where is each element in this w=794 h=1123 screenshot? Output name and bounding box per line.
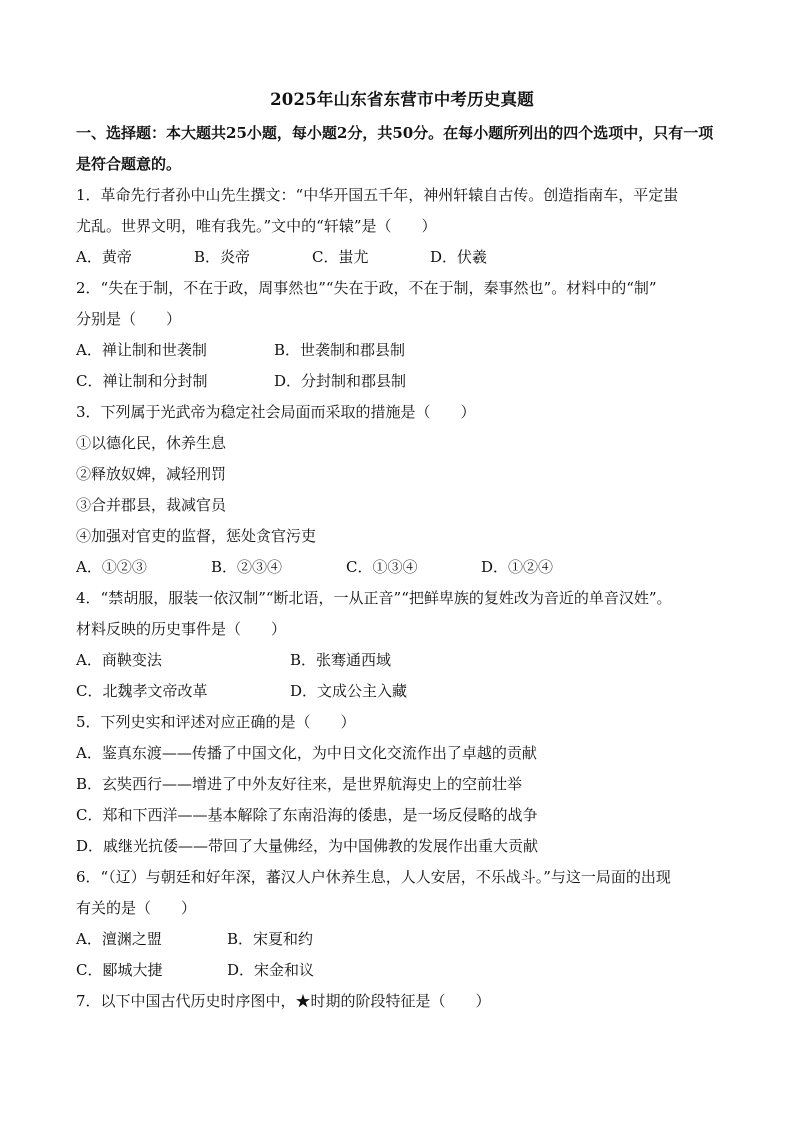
question-stem-line: 7．以下中国古代历史时序图中，★时期的阶段特征是（ ） xyxy=(76,992,491,1010)
question-3 xyxy=(76,397,728,583)
question-stem-line: 材料反映的历史事件是（ ） xyxy=(76,620,287,638)
option-d[interactable]: D．伏羲 xyxy=(430,248,488,266)
option-b[interactable]: B．炎帝 xyxy=(194,248,251,266)
question-stem-line: 分别是（ ） xyxy=(76,310,182,328)
option-c[interactable]: C．郑和下西洋——基本解除了东南沿海的倭患，是一场反侵略的战争 xyxy=(76,806,538,824)
option-row xyxy=(76,924,728,955)
option-a[interactable]: A．鉴真东渡——传播了中国文化，为中日文化交流作出了卓越的贡献 xyxy=(76,744,537,762)
option-b[interactable]: B．玄奘西行——增进了中外友好往来，是世界航海史上的空前壮举 xyxy=(76,775,523,793)
option-b[interactable]: B．张骞通西域 xyxy=(290,651,392,669)
numbered-item: ③合并郡县，裁减官员 xyxy=(76,496,227,514)
question-stem-line: 3．下列属于光武帝为稳定社会局面而采取的措施是（ ） xyxy=(76,403,476,421)
question-2 xyxy=(76,273,728,397)
numbered-item: ②释放奴婢，减轻刑罚 xyxy=(76,465,227,483)
option-d[interactable]: D．①②④ xyxy=(481,558,554,576)
question-stem-line: 2．“失在于制，不在于政，周事然也”“失在于政，不在于制，秦事然也”。材料中的“制” xyxy=(76,279,657,297)
question-5 xyxy=(76,707,728,862)
numbered-item: ①以德化民，休养生息 xyxy=(76,434,227,452)
option-b[interactable]: B．宋夏和约 xyxy=(227,930,314,948)
exam-title: 2025年山东省东营市中考历史真题 xyxy=(270,90,534,109)
option-d[interactable]: D．宋金和议 xyxy=(227,961,315,979)
option-d[interactable]: D．分封制和郡县制 xyxy=(274,372,407,390)
option-c[interactable]: C．郾城大捷 xyxy=(76,961,163,979)
option-a[interactable]: A．①②③ xyxy=(76,558,147,576)
option-c[interactable]: C．①③④ xyxy=(346,558,418,576)
section-header: 一、选择题：本大题共25小题，每小题2分，共50分。在每小题所列出的四个选项中，只有一项是符合题意的。 xyxy=(76,124,714,173)
option-c[interactable]: C．蚩尤 xyxy=(312,248,369,266)
option-row xyxy=(76,955,728,986)
option-row xyxy=(76,242,728,273)
option-d[interactable]: D．戚继光抗倭——带回了大量佛经，为中国佛教的发展作出重大贡献 xyxy=(76,837,539,855)
option-c[interactable]: C．北魏孝文帝改革 xyxy=(76,682,208,700)
option-a[interactable]: A．商鞅变法 xyxy=(76,651,162,669)
question-1 xyxy=(76,180,728,273)
option-c[interactable]: C．禅让制和分封制 xyxy=(76,372,208,390)
question-6 xyxy=(76,862,728,986)
option-row xyxy=(76,335,728,366)
question-stem-line: 有关的是（ ） xyxy=(76,899,197,917)
option-row xyxy=(76,552,728,583)
option-row xyxy=(76,676,728,707)
option-b[interactable]: B．②③④ xyxy=(211,558,283,576)
option-a[interactable]: A．黄帝 xyxy=(76,248,132,266)
numbered-item: ④加强对官吏的监督，惩处贪官污吏 xyxy=(76,527,317,545)
option-row xyxy=(76,645,728,676)
question-stem-line: 1．革命先行者孙中山先生撰文：“中华开国五千年，神州轩辕自古传。创造指南车，平定蚩 xyxy=(76,186,679,204)
question-stem-line: 4．“禁胡服，服装一依汉制”“断北语，一从正音”“把鲜卑族的复姓改为音近的单音汉姓”。 xyxy=(76,589,672,607)
option-b[interactable]: B．世袭制和郡县制 xyxy=(274,341,406,359)
question-7 xyxy=(76,986,728,1017)
option-row xyxy=(76,366,728,397)
question-4 xyxy=(76,583,728,707)
question-stem-line: 6．“（辽）与朝廷和好年深，蕃汉人户休养生息，人人安居，不乐战斗。”与这一局面的出现 xyxy=(76,868,671,886)
option-d[interactable]: D．文成公主入藏 xyxy=(290,682,408,700)
option-a[interactable]: A．禅让制和世袭制 xyxy=(76,341,207,359)
option-a[interactable]: A．澶渊之盟 xyxy=(76,930,162,948)
question-stem-line: 5．下列史实和评述对应正确的是（ ） xyxy=(76,713,356,731)
question-stem-line: 尤乱。世界文明，唯有我先。”文中的“轩辕”是（ ） xyxy=(76,217,437,235)
